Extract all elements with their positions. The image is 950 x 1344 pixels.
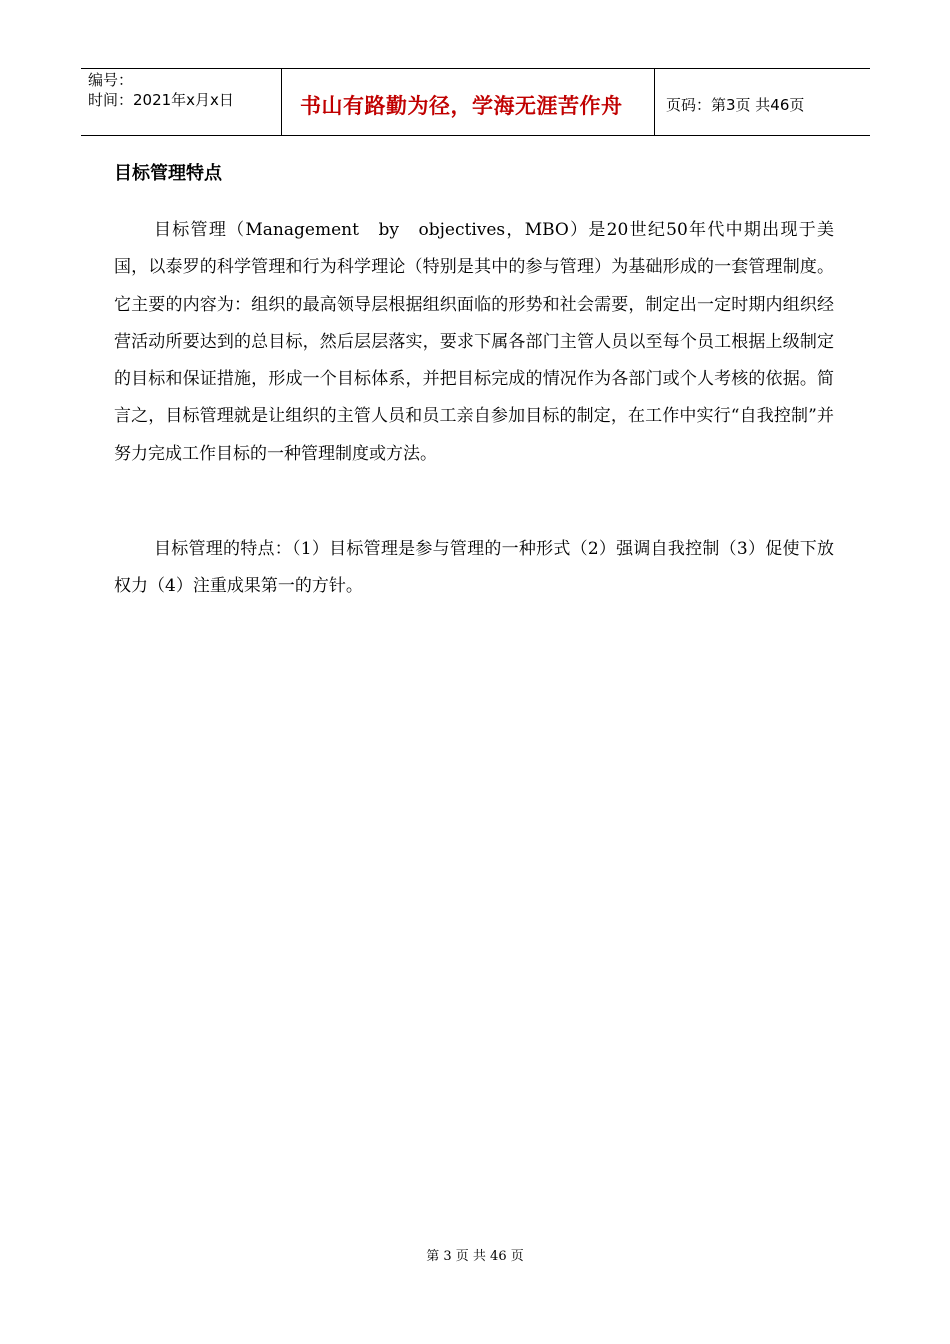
document-number-label: 编号： [88,71,134,89]
header-page-cell [655,69,870,135]
page-header [81,68,870,136]
header-page-info: 页码：第3页 共46页 [666,96,805,114]
header-meta-cell [81,69,282,135]
header-motto-cell [282,69,655,135]
section-title: 目标管理特点 [114,163,222,184]
body-paragraph: 目标管理（Management by objectives，MBO）是20世纪50年代中期出现于美国，以泰罗的科学管理和行为科学理论（特别是其中的参与管理）为基础形成的一套管理制度。它主要的内容为：组织的最高领导层根据组织面临的形势和社会需要，制定出一定时期内组织经营活动所要达到的总目标，然后层层落实，要求下属各部门主管人员以至每个员工根据上级制定的目标和保证措施，形成一个目标体系，并把目标完成的情况作为各部门或个人考核的依据。简言之，目标管理就是让组织的主管人员和员工亲自参加目标的制定，在工作中实行“自我控制”并努力完成工作目标的一种管理制度或方法。 [114,220,834,464]
body-paragraph: 目标管理的特点：（1）目标管理是参与管理的一种形式（2）强调自我控制（3）促使下放权力（4）注重成果第一的方针。 [114,539,834,597]
document-date-label: 时间：2021年x月x日 [88,91,234,109]
header-motto: 书山有路勤为径，学海无涯苦作舟 [300,94,623,118]
page-footer: 第 3 页 共 46 页 [426,1249,524,1264]
